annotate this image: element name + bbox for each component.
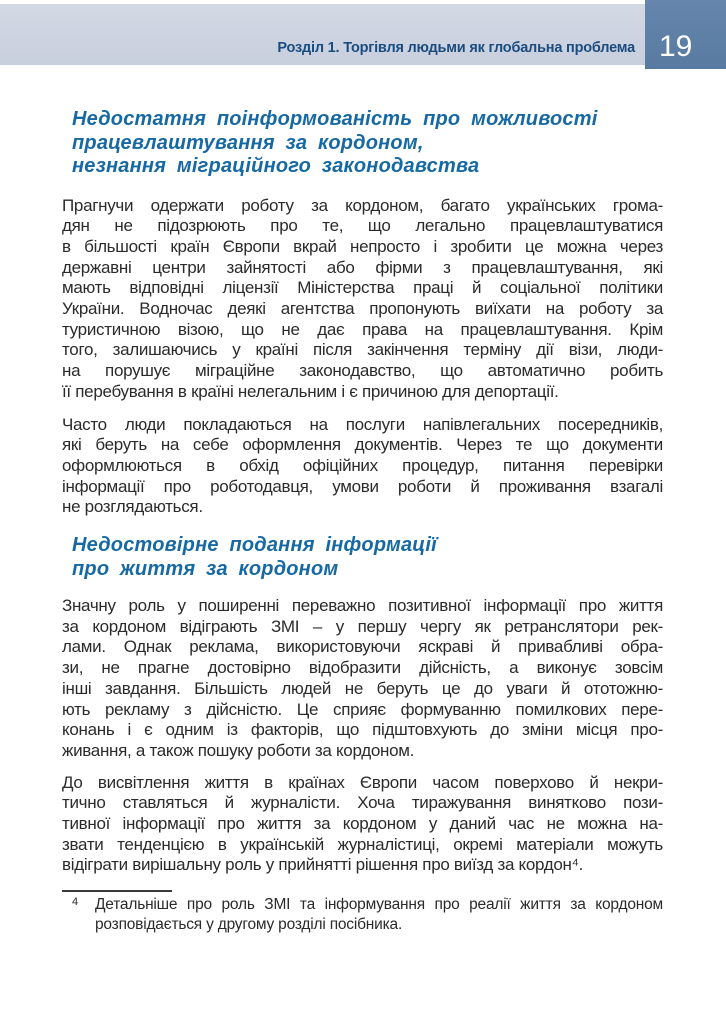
- page-number: 19: [659, 30, 693, 63]
- paragraph-4: До висвітлення життя в країнах Європи часом поверхово й некри- тично ставляться й журналісти. Хоча тиражування винятково пози- тивної інформації про життя за кордоном у даний час не можна на- звати тенденцією в українській журналістиці, окремі матеріали можуть відіграти вирішальну роль у прийнятті рішення про виїзд за кордон⁴.: [62, 772, 663, 875]
- section-heading-unreliable-information: Недостовірне подання інформації про життя за кордоном: [72, 534, 437, 580]
- footnote: [62, 895, 663, 935]
- page-content: [62, 69, 663, 935]
- footnote-text: Детальніше про роль ЗМІ та інформування про реалії життя за кордоном розповідається у другому розділі посібника.: [95, 896, 663, 934]
- page-number-box: [645, 0, 726, 69]
- paragraph-3: Значну роль у поширенні переважно позитивної інформації про життя за кордоном відіграють ЗМІ – у першу чергу як ретранслятори рек- лами. Однак реклама, використовуючи яскраві й привабливі обра- зи, не прагне достовірно відобразити дійсність, а виконує зовсім інші завдання. Більшість людей не беруть це до уваги й ототожню- ють рекламу з дійсністю. Це сприяє формуванню помилкових пере- конань і є одним із факторів, що підштовхують до зміни місця про- живання, а також пошуку роботи за кордоном.: [62, 596, 663, 760]
- chapter-running-title: Розділ 1. Торгівля людьми як глобальна проблема: [277, 40, 635, 56]
- section-heading-insufficient-awareness: Недостатня поінформованість про можливості працевлаштування за кордоном, незнання міграційного законодавства: [72, 108, 598, 177]
- footnote-marker: 4: [72, 896, 79, 909]
- paragraph-2: Часто люди покладаються на послуги напівлегальних посередників, які беруть на себе оформлення документів. Через те що документи оформлюються в обхід офіційних процедур, питання перевірки інформації про роботодавця, умови роботи й проживання взагалі не розглядаються.: [62, 414, 663, 517]
- footnote-separator: [62, 890, 172, 892]
- running-header-bar: [0, 4, 645, 65]
- paragraph-1: Прагнучи одержати роботу за кордоном, багато українських грома- дян не підозрюють про те, що легально працевлаштуватися в більшості країн Європи вкрай непросто і зробити це можна через державні центри зайнятості або фірми з працевлаштування, які мають відповідні ліцензії Міністерства праці й соціальної політики України. Водночас деякі агентства пропонують виїхати на роботу за туристичною візою, що не дає права на працевлаштування. Крім того, залишаючись у країні після закінчення терміну дії візи, люди- на порушує міграційне законодавство, що автоматично робить її перебування в країні нелегальним і є причиною для депортації.: [62, 195, 663, 401]
